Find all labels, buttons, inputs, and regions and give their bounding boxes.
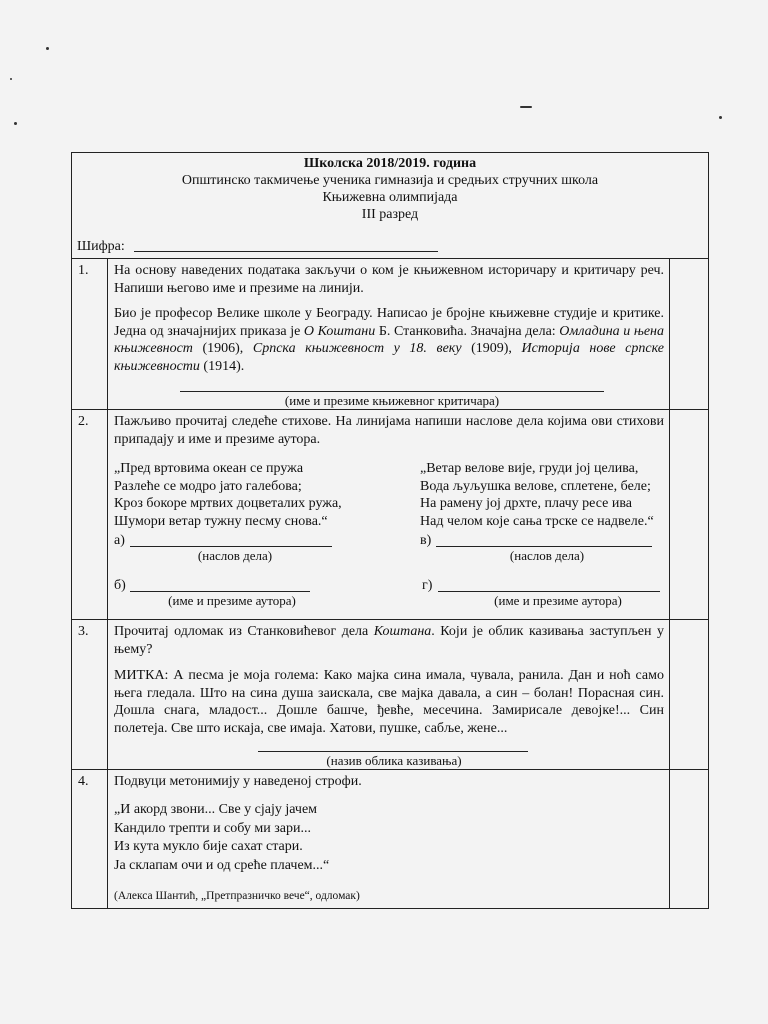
- scan-speck: [520, 106, 532, 108]
- header-olympiad: Књижевна олимпијада: [322, 190, 458, 205]
- item-label: г): [422, 578, 433, 593]
- column-divider: [107, 770, 108, 909]
- exam-sheet: [71, 152, 709, 909]
- answer-line-b[interactable]: [130, 591, 310, 592]
- verse-left: „Пред вртовима океан се пружа Разлеће се модро јато галебова; Кроз бокоре мртвих доцветалих ружа, Шумори ветар тужну песму снова.“: [114, 461, 342, 529]
- stanza: „И акорд звони... Све у сјају јачем Кандило трепти и собу ми зари... Из кута мукло бије сахат стари. Ја склапам очи и од среће плачем...“: [114, 802, 330, 873]
- item-label: в): [420, 533, 432, 548]
- answer-caption: (наслов дела): [509, 548, 585, 563]
- scan-speck: [10, 78, 12, 80]
- question-text: Пажљиво прочитај следеће стихове. На линијама напиши наслове дела којима ови стихови припадају и име и презиме аутора.: [114, 414, 664, 447]
- column-divider: [107, 620, 108, 770]
- answer-line[interactable]: [258, 751, 528, 752]
- question-text: На основу наведених података закључи о ком је књижевном историчару и критичару реч. Напиши његово име и презиме на линији.: [114, 263, 664, 296]
- question-4: [72, 769, 708, 909]
- answer-line-g[interactable]: [438, 591, 660, 592]
- question-2: [72, 409, 708, 620]
- column-divider: [107, 259, 108, 410]
- column-divider: [107, 410, 108, 620]
- question-1: [72, 258, 708, 410]
- code-field[interactable]: [134, 251, 438, 252]
- question-number: 1.: [78, 263, 89, 278]
- answer-caption: (назив облика казивања): [326, 753, 462, 768]
- score-divider: [669, 259, 670, 410]
- header-grade: III разред: [361, 207, 419, 222]
- header-competition: Општинско такмичење ученика гимназија и средњих стручних школа: [181, 173, 599, 188]
- question-number: 4.: [78, 774, 89, 789]
- answer-line-a[interactable]: [130, 546, 332, 547]
- question-number: 2.: [78, 414, 89, 429]
- question-text: Подвуци метонимију у наведеној строфи.: [114, 774, 362, 789]
- question-passage: Био је професор Велике школе у Београду. Написао је бројне књижевне студије и критике. Једна од значајнијих приказа је О Коштани Б. Станковића. Значајна дела: Омладина и њена књижевност (1906), Српска књижевност у 18. веку (1909), Историја нове српске књижевности (1914).: [114, 306, 665, 374]
- answer-line[interactable]: [180, 391, 604, 392]
- header-title: Школска 2018/2019. година: [303, 156, 477, 171]
- scan-speck: [46, 47, 49, 50]
- answer-line-v[interactable]: [436, 546, 652, 547]
- question-number: 3.: [78, 624, 89, 639]
- question-passage: МИТКА: А песма је моја голема: Како мајка сина имала, чувала, ранила. Дан и ноћ само њега гледала. Што на сина душа заискала, све мајка давала, а син – болан! Порасная син. Дошла снага, младост... Дошле башче, ђевће, месечина. Замирисале девојке!... Син полетеја. Све што искаја, све имаја. Хатови, пушке, сабље, жене...: [114, 668, 664, 736]
- scan-speck: [14, 122, 17, 125]
- score-divider: [669, 410, 670, 620]
- answer-caption: (име и презиме аутора): [168, 593, 296, 608]
- scan-speck: [719, 116, 722, 119]
- answer-caption: (име и презиме књижевног критичара): [284, 393, 500, 408]
- score-divider: [669, 770, 670, 909]
- stanza-source: (Алекса Шантић, „Претпразничко вече“, одломак): [114, 890, 360, 902]
- code-label: Шифра:: [77, 239, 125, 254]
- verse-right: „Ветар велове вије, груди јој целива, Вода љуљушка велове, сплетене, беле; На рамену јој дрхте, плачу ресе ива Над челом које сања трске се надвеле.“: [420, 461, 654, 529]
- answer-caption: (име и презиме аутора): [494, 593, 622, 608]
- question-3: [72, 619, 708, 770]
- item-label: а): [114, 533, 125, 548]
- question-text: Прочитај одломак из Станковићевог дела Коштана. Који је облик казивања заступљен у њему?: [114, 624, 664, 657]
- answer-caption: (наслов дела): [197, 548, 273, 563]
- exam-header: [72, 153, 708, 257]
- score-divider: [669, 620, 670, 770]
- item-label: б): [114, 578, 126, 593]
